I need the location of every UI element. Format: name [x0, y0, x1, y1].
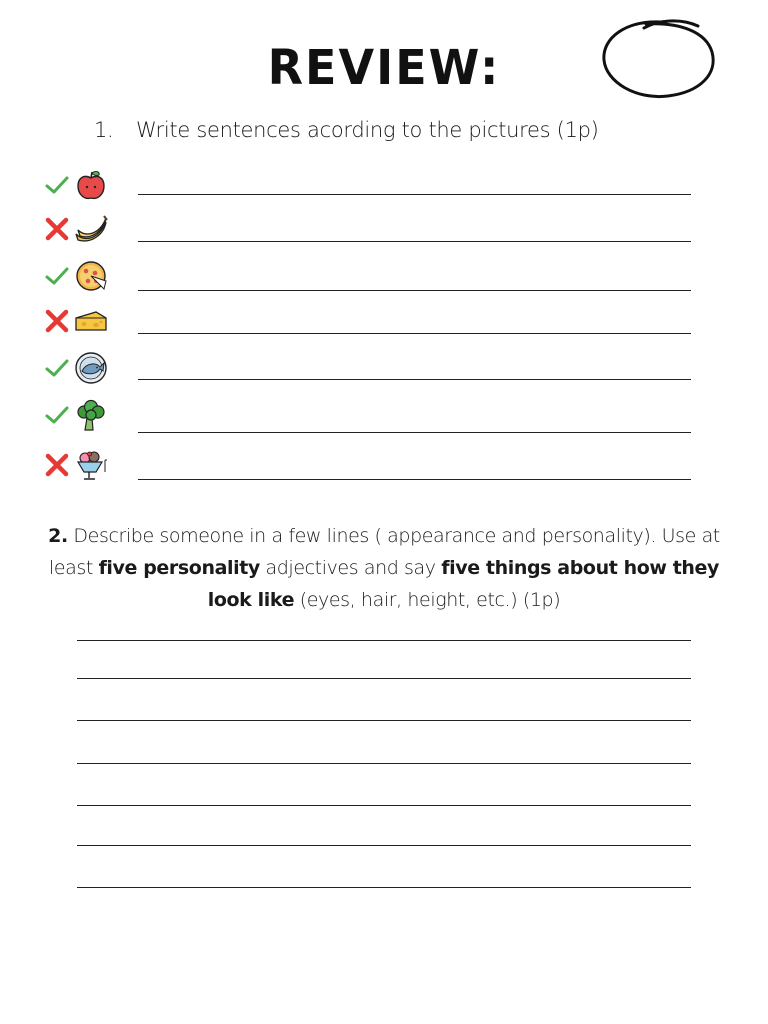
- question-1-text: Write sentences acording to the pictures (1p): [136, 118, 599, 142]
- list-item: [0, 255, 768, 295]
- writing-line[interactable]: [77, 678, 691, 679]
- question-2: [28, 520, 740, 616]
- list-item: [0, 394, 768, 434]
- cross-icon: [44, 308, 70, 334]
- writing-line[interactable]: [77, 763, 691, 764]
- ice-cream-icon: [74, 448, 108, 482]
- list-item: [0, 347, 768, 387]
- question-2-bold-2: five things about how they look like: [207, 557, 720, 611]
- list-item: [0, 444, 768, 484]
- broccoli-icon: [74, 398, 108, 432]
- question-1-number: 1.: [94, 118, 114, 142]
- fish-icon: [74, 351, 108, 385]
- answer-line[interactable]: [138, 479, 691, 480]
- score-circle: [596, 16, 720, 106]
- check-icon: [44, 355, 70, 381]
- list-item: [0, 164, 768, 204]
- check-icon: [44, 263, 70, 289]
- pizza-icon: [74, 259, 108, 293]
- list-item: [0, 300, 768, 340]
- list-item: [0, 208, 768, 248]
- check-icon: [44, 402, 70, 428]
- answer-line[interactable]: [138, 333, 691, 334]
- apple-icon: [74, 168, 108, 202]
- question-2-text-part-2: adjectives and say: [265, 557, 436, 579]
- cross-icon: [44, 216, 70, 242]
- cheese-icon: [74, 304, 108, 338]
- question-2-text-part-3: (eyes, hair, height, etc.) (1p): [299, 589, 561, 611]
- banana-icon: [74, 212, 108, 246]
- check-icon: [44, 172, 70, 198]
- answer-line[interactable]: [138, 379, 691, 380]
- cross-icon: [44, 452, 70, 478]
- answer-line[interactable]: [138, 290, 691, 291]
- writing-line[interactable]: [77, 640, 691, 641]
- answer-line[interactable]: [138, 241, 691, 242]
- page-title: REVIEW:: [267, 38, 501, 96]
- answer-line[interactable]: [138, 194, 691, 195]
- writing-line[interactable]: [77, 720, 691, 721]
- writing-line[interactable]: [77, 805, 691, 806]
- question-2-number: 2.: [48, 525, 68, 547]
- answer-line[interactable]: [138, 432, 691, 433]
- question-2-bold-1: five personality: [98, 557, 260, 579]
- question-2-text-part-1: Describe someone in a few lines ( appearance and personality). Use at least: [48, 525, 720, 579]
- writing-line[interactable]: [77, 887, 691, 888]
- writing-line[interactable]: [77, 845, 691, 846]
